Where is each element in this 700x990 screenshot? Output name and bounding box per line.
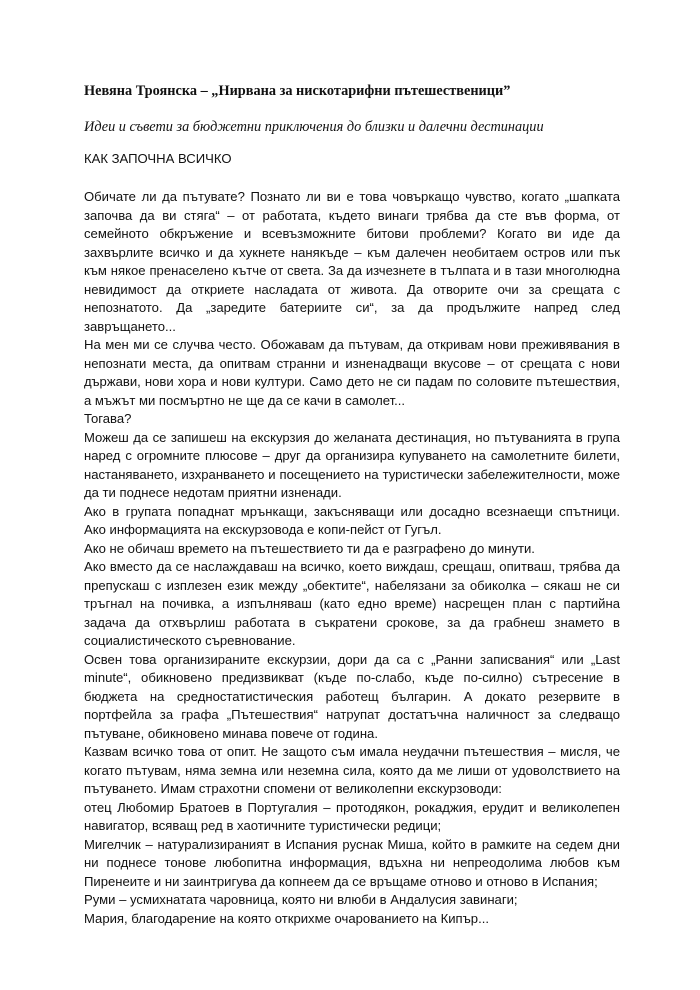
paragraph: На мен ми се случва често. Обожавам да пътувам, да откривам нови преживявания в непознати места, да опитвам странни и изненадващи вкусове – от срещата с нови държави, нови хора и нови култури. Само дето не си падам по соловите пътешествия, а мъжът ми посмъртно не ще да се качи в самолет... [84, 337, 620, 408]
paragraph: Ако вместо да се наслаждаваш на всичко, което виждаш, срещаш, опитваш, трябва да препускаш с изплезен език между „обектите“, набелязани за обиколка – сякаш не си тръгнал на почивка, а изпълняваш (като едно време) насрещен план с партийна задача да отхвърлиш работата в съкратени срокове, за да грабнеш знамето в социалистическото съревнование. [84, 559, 620, 648]
document-content [84, 82, 620, 928]
paragraph: Руми – усмихнатата чаровница, която ни влюби в Андалусия завинаги; [84, 892, 518, 907]
paragraph: Ако в групата попаднат мрънкащи, закъсняващи или досадно всезнаещи спътници. Ако информацията на екскурзовода е копи-пейст от Гугъл. [84, 503, 620, 537]
paragraph: Обичате ли да пътувате? Познато ли ви е това човъркащо чувство, когато „шапката започва да ви стяга“ – от работата, където винаги трябва да сте във форма, от семейното обкръжение и всевъзможните битови проблеми? Когато ви иде да захвърлите всичко и да хукнете нанякъде – към далечен необитаем остров или пък към някое пренаселено кътче от света. За да изчезнете в тълпата и в тази многолюдна невидимост да откриете насладата от живота. Да отворите очи за срещата с непознатото. Да „заредите батериите си“, за да продължите напред след завръщането... [84, 189, 620, 334]
paragraph: Мария, благодарение на която открихме очарованието на Кипър... [84, 910, 489, 926]
document-title: Невяна Троянска – „Нирвана за нискотарифни пътешественици” [84, 83, 511, 99]
paragraph: Ако не обичаш времето на пътешествието ти да е разграфено до минути. [84, 540, 535, 556]
section-heading: КАК ЗАПОЧНА ВСИЧКО [84, 151, 232, 166]
paragraph: отец Любомир Братоев в Португалия – протодякон, рокаджия, ерудит и великолепен навигатор, всяващ ред в хаотичните туристически редици; [84, 799, 620, 833]
document-body [84, 188, 620, 928]
paragraph: Тогава? [84, 411, 132, 426]
paragraph: Казвам всичко това от опит. Не защото съм имала неудачни пътешествия – мисля, че когато пътувам, няма земна или неземна сила, която да ме лиши от удоволствието на пътуването. Имам страхотни спомени от великолепни екскурзоводи: [84, 744, 620, 796]
document-subtitle: Идеи и съвети за бюджетни приключения до близки и далечни дестинации [84, 119, 544, 135]
paragraph: Можеш да се запишеш на екскурзия до желаната дестинация, но пътуванията в група наред с огромните плюсове – друг да организира купуването на самолетните билети, настаняването, изхранването и посещението на туристически забележителности, може да ти поднесе недотам приятни изненади. [84, 429, 620, 500]
paragraph: Мигелчик – натурализираният в Испания руснак Миша, който в рамките на седем дни ни поднесе тонове любопитна информация, вдъхна ни непреодолима любов към Пиренеите и ни заинтригува да копнеем да се връщаме отново и отново в Испания; [84, 836, 620, 889]
paragraph: Освен това организираните екскурзии, дори да са с „Ранни записвания“ или „Last minute“, обикновено предизвикват (къде по-слабо, къде по-силно) сътресение в бюджета на средностатистическия работещ българин. А докато резервите в портфейла за графа „Пътешествия“ натрупат достатъчна наличност за следващо пътуване, обикновено минава повече от година. [84, 651, 620, 741]
